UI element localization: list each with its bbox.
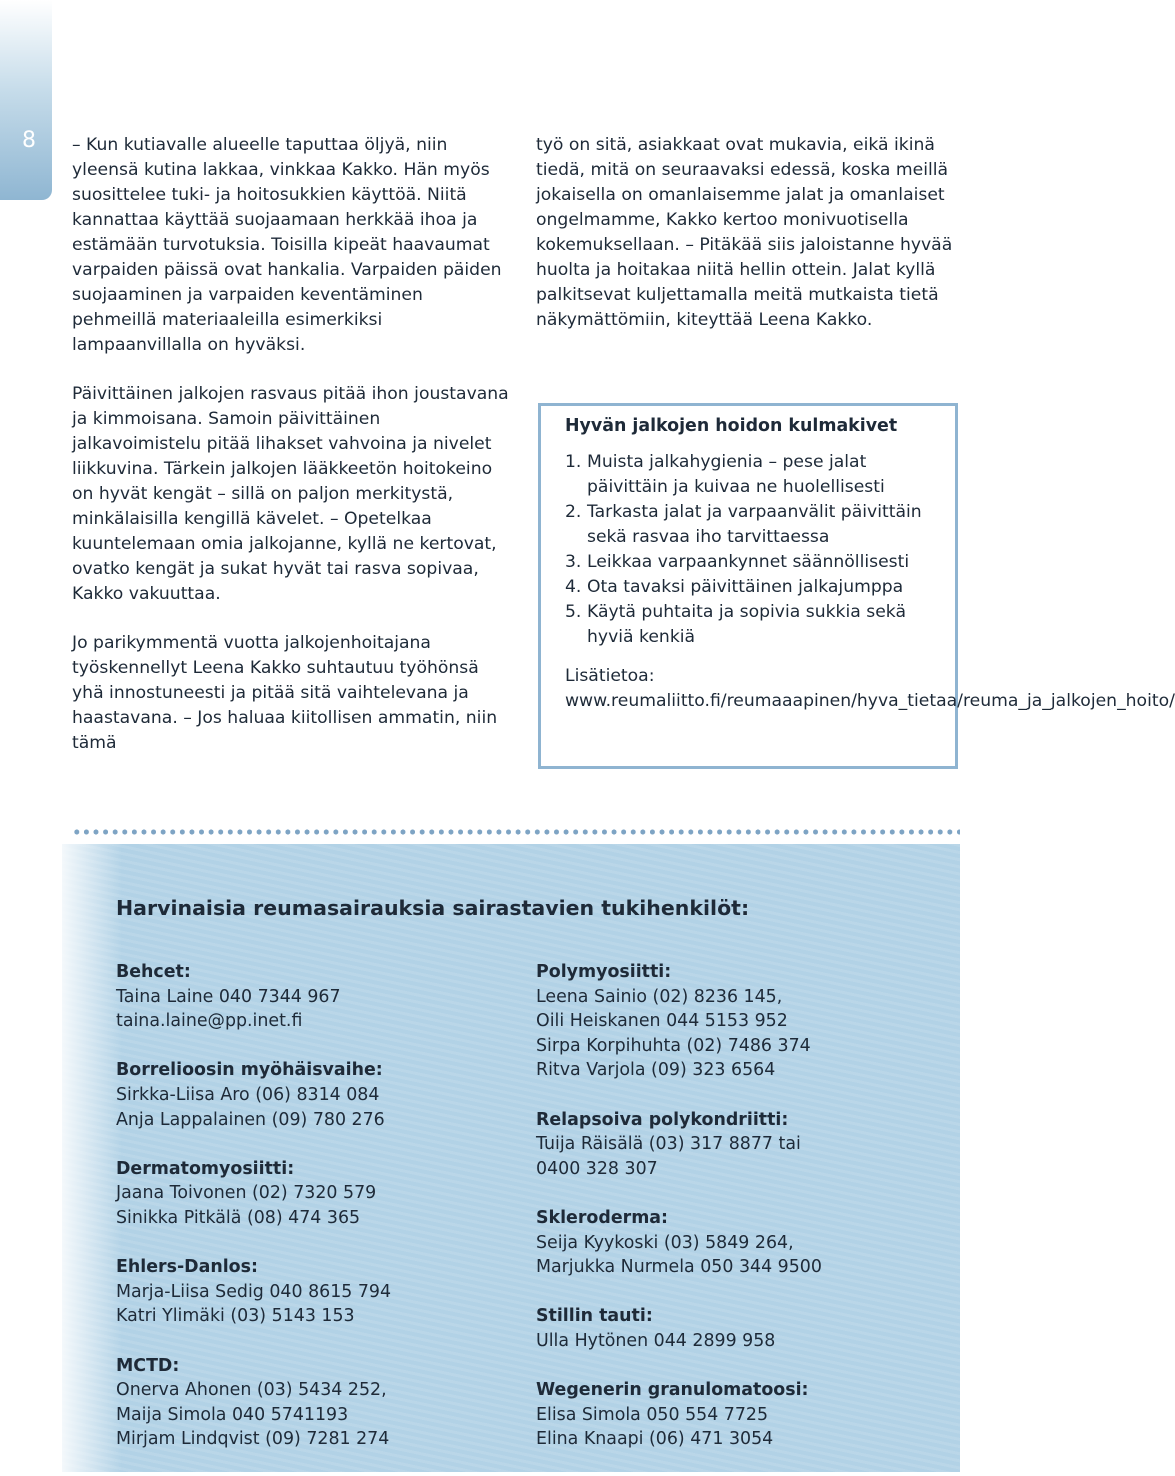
contact-line: Onerva Ahonen (03) 5434 252,	[116, 1380, 387, 1401]
contact-line: Mirjam Lindqvist (09) 7281 274	[116, 1429, 390, 1450]
left-column	[72, 133, 512, 780]
disease-heading: Polymyosiitti:	[536, 962, 672, 982]
contact-line: Leena Sainio (02) 8236 145,	[536, 986, 783, 1007]
contact-line: Sinikka Pitkälä (08) 474 365	[116, 1207, 361, 1228]
contact-entry	[116, 1157, 496, 1231]
contact-line: Sirpa Korpihuhta (02) 7486 374	[536, 1035, 811, 1056]
contact-line: Jaana Toivonen (02) 7320 579	[116, 1183, 377, 1204]
foot-care-list	[565, 450, 935, 650]
contact-line: Tuija Räisälä (03) 317 8877 tai	[536, 1134, 801, 1155]
list-item-number: 5.	[565, 602, 582, 622]
list-item-text: Ota tavaksi päivittäinen jalkajumppa	[587, 577, 904, 597]
more-info-link[interactable]: Lisätietoa: www.reumaliitto.fi/reumaaapinen/hyva_tietaa/reuma_ja_jalkojen_hoito/	[565, 666, 1175, 711]
dotted-divider	[72, 829, 960, 835]
contact-line: Sirkka-Liisa Aro (06) 8314 084	[116, 1084, 380, 1105]
list-item	[565, 575, 935, 600]
contact-line: Elisa Simola 050 554 7725	[536, 1404, 769, 1425]
contact-line: Marja-Liisa Sedig 040 8615 794	[116, 1281, 392, 1302]
contact-line: Ulla Hytönen 044 2899 958	[536, 1330, 776, 1351]
foot-care-box	[538, 403, 1175, 769]
contact-line: Maija Simola 040 5741193	[116, 1404, 349, 1425]
right-column	[536, 133, 956, 357]
list-item-text: Käytä puhtaita ja sopivia sukkia sekä hyviä kenkiä	[587, 602, 906, 647]
left-paragraph-1: – Kun kutiavalle alueelle taputtaa öljyä, niin yleensä kutina lakkaa, vinkkaa Kakko. Hän myös suosittelee tuki- ja hoitosukkien käyttöä. Niitä kannattaa käyttää suojaamaan herkkää ihoa ja estämään turvotuksia. Toisilla kipeät haavaumat varpaiden päissä ovat hankalia. Varpaiden päiden suojaaminen ja varpaiden keventäminen pehmeillä materiaaleilla esimerkiksi lampaanvillalla on hyväksi.	[72, 135, 502, 355]
right-paragraph: työ on sitä, asiakkaat ovat mukavia, eikä ikinä tiedä, mitä on seuraavaksi edessä, koska meillä jokaisella on omanlaisemme jalat ja omanlaiset ongelmamme, Kakko kertoo monivuotisella kokemuksellaan. – Pitäkää siis jaloistanne hyvää huolta ja hoitakaa niitä hellin ottein. Jalat kyllä palkitsevat kuljettamalla meitä mutkaista tietä näkymättömiin, kiteyttää Leena Kakko.	[536, 135, 953, 330]
contacts-right-column	[536, 960, 916, 1476]
support-contacts-panel	[62, 844, 960, 1472]
list-item-text: Leikkaa varpaankynnet säännöllisesti	[587, 552, 910, 572]
panel-title: Harvinaisia reumasairauksia sairastavien tukihenkilöt:	[116, 896, 750, 920]
contact-entry	[536, 1378, 916, 1452]
contact-line: Marjukka Nurmela 050 344 9500	[536, 1257, 822, 1278]
disease-heading: Relapsoiva polykondriitti:	[536, 1109, 789, 1130]
contact-line: Seija Kyykoski (03) 5849 264,	[536, 1232, 794, 1253]
disease-heading: Dermatomyosiitti:	[116, 1158, 295, 1179]
page-tab	[0, 0, 52, 200]
list-item	[565, 450, 935, 500]
contact-line: 0400 328 307	[536, 1158, 658, 1179]
left-paragraph-3: Jo parikymmentä vuotta jalkojenhoitajana työskennellyt Leena Kakko suhtautuu työhönsä yhä innostuneesti ja pitää sitä vaihtelevana ja haastavana. – Jos haluaa kiitollisen ammatin, niin tämä	[72, 633, 498, 753]
contact-line: Katri Ylimäki (03) 5143 153	[116, 1306, 355, 1327]
contact-entry	[536, 1206, 916, 1280]
foot-care-box-title: Hyvän jalkojen hoidon kulmakivet	[565, 416, 898, 436]
disease-heading: Borrelioosin myöhäisvaihe:	[116, 1060, 383, 1081]
contact-entry	[116, 960, 496, 1034]
contact-line: Ritva Varjola (09) 323 6564	[536, 1060, 776, 1081]
contact-line: Taina Laine 040 7344 967	[116, 986, 341, 1007]
contact-line: Elina Knaapi (06) 471 3054	[536, 1429, 774, 1450]
list-item-number: 1.	[565, 452, 582, 472]
disease-heading: Behcet:	[116, 962, 191, 982]
contacts-left-column	[116, 960, 496, 1476]
list-item-number: 4.	[565, 577, 582, 597]
list-item-number: 2.	[565, 502, 582, 522]
list-item	[565, 550, 935, 575]
disease-heading: MCTD:	[116, 1355, 180, 1376]
contact-entry	[536, 960, 916, 1083]
disease-heading: Wegenerin granulomatoosi:	[536, 1380, 809, 1401]
disease-heading: Stillin tauti:	[536, 1306, 653, 1327]
list-item-text: Muista jalkahygienia – pese jalat päivittäin ja kuivaa ne huolellisesti	[587, 452, 885, 497]
contact-entry	[116, 1255, 496, 1329]
contact-entry	[116, 1354, 496, 1452]
contact-entry	[536, 1304, 916, 1353]
contact-line: Anja Lappalainen (09) 780 276	[116, 1109, 385, 1130]
contact-entry	[116, 1058, 496, 1132]
contact-entry	[536, 1108, 916, 1182]
page-number: 8	[22, 128, 36, 153]
contact-email[interactable]: taina.laine@pp.inet.fi	[116, 1011, 303, 1032]
list-item-number: 3.	[565, 552, 582, 572]
list-item-text: Tarkasta jalat ja varpaanvälit päivittäin sekä rasvaa iho tarvittaessa	[587, 502, 922, 547]
contact-line: Oili Heiskanen 044 5153 952	[536, 1011, 788, 1032]
disease-heading: Skleroderma:	[536, 1207, 669, 1228]
list-item	[565, 600, 935, 650]
disease-heading: Ehlers-Danlos:	[116, 1257, 258, 1278]
list-item	[565, 500, 935, 550]
left-paragraph-2: Päivittäinen jalkojen rasvaus pitää ihon joustavana ja kimmoisana. Samoin päivittäinen jalkavoimistelu pitää lihakset vahvoina ja nivelet liikkuvina. Tärkein jalkojen lääkkeetön hoitokeino on hyvät kengät – sillä on paljon merkitystä, minkälaisilla kengillä kävelet. – Opetelkaa kuuntelemaan omia jalkojanne, kyllä ne kertovat, ovatko kengät ja sukat hyvät tai rasva sopivaa, Kakko vakuuttaa.	[72, 384, 509, 604]
